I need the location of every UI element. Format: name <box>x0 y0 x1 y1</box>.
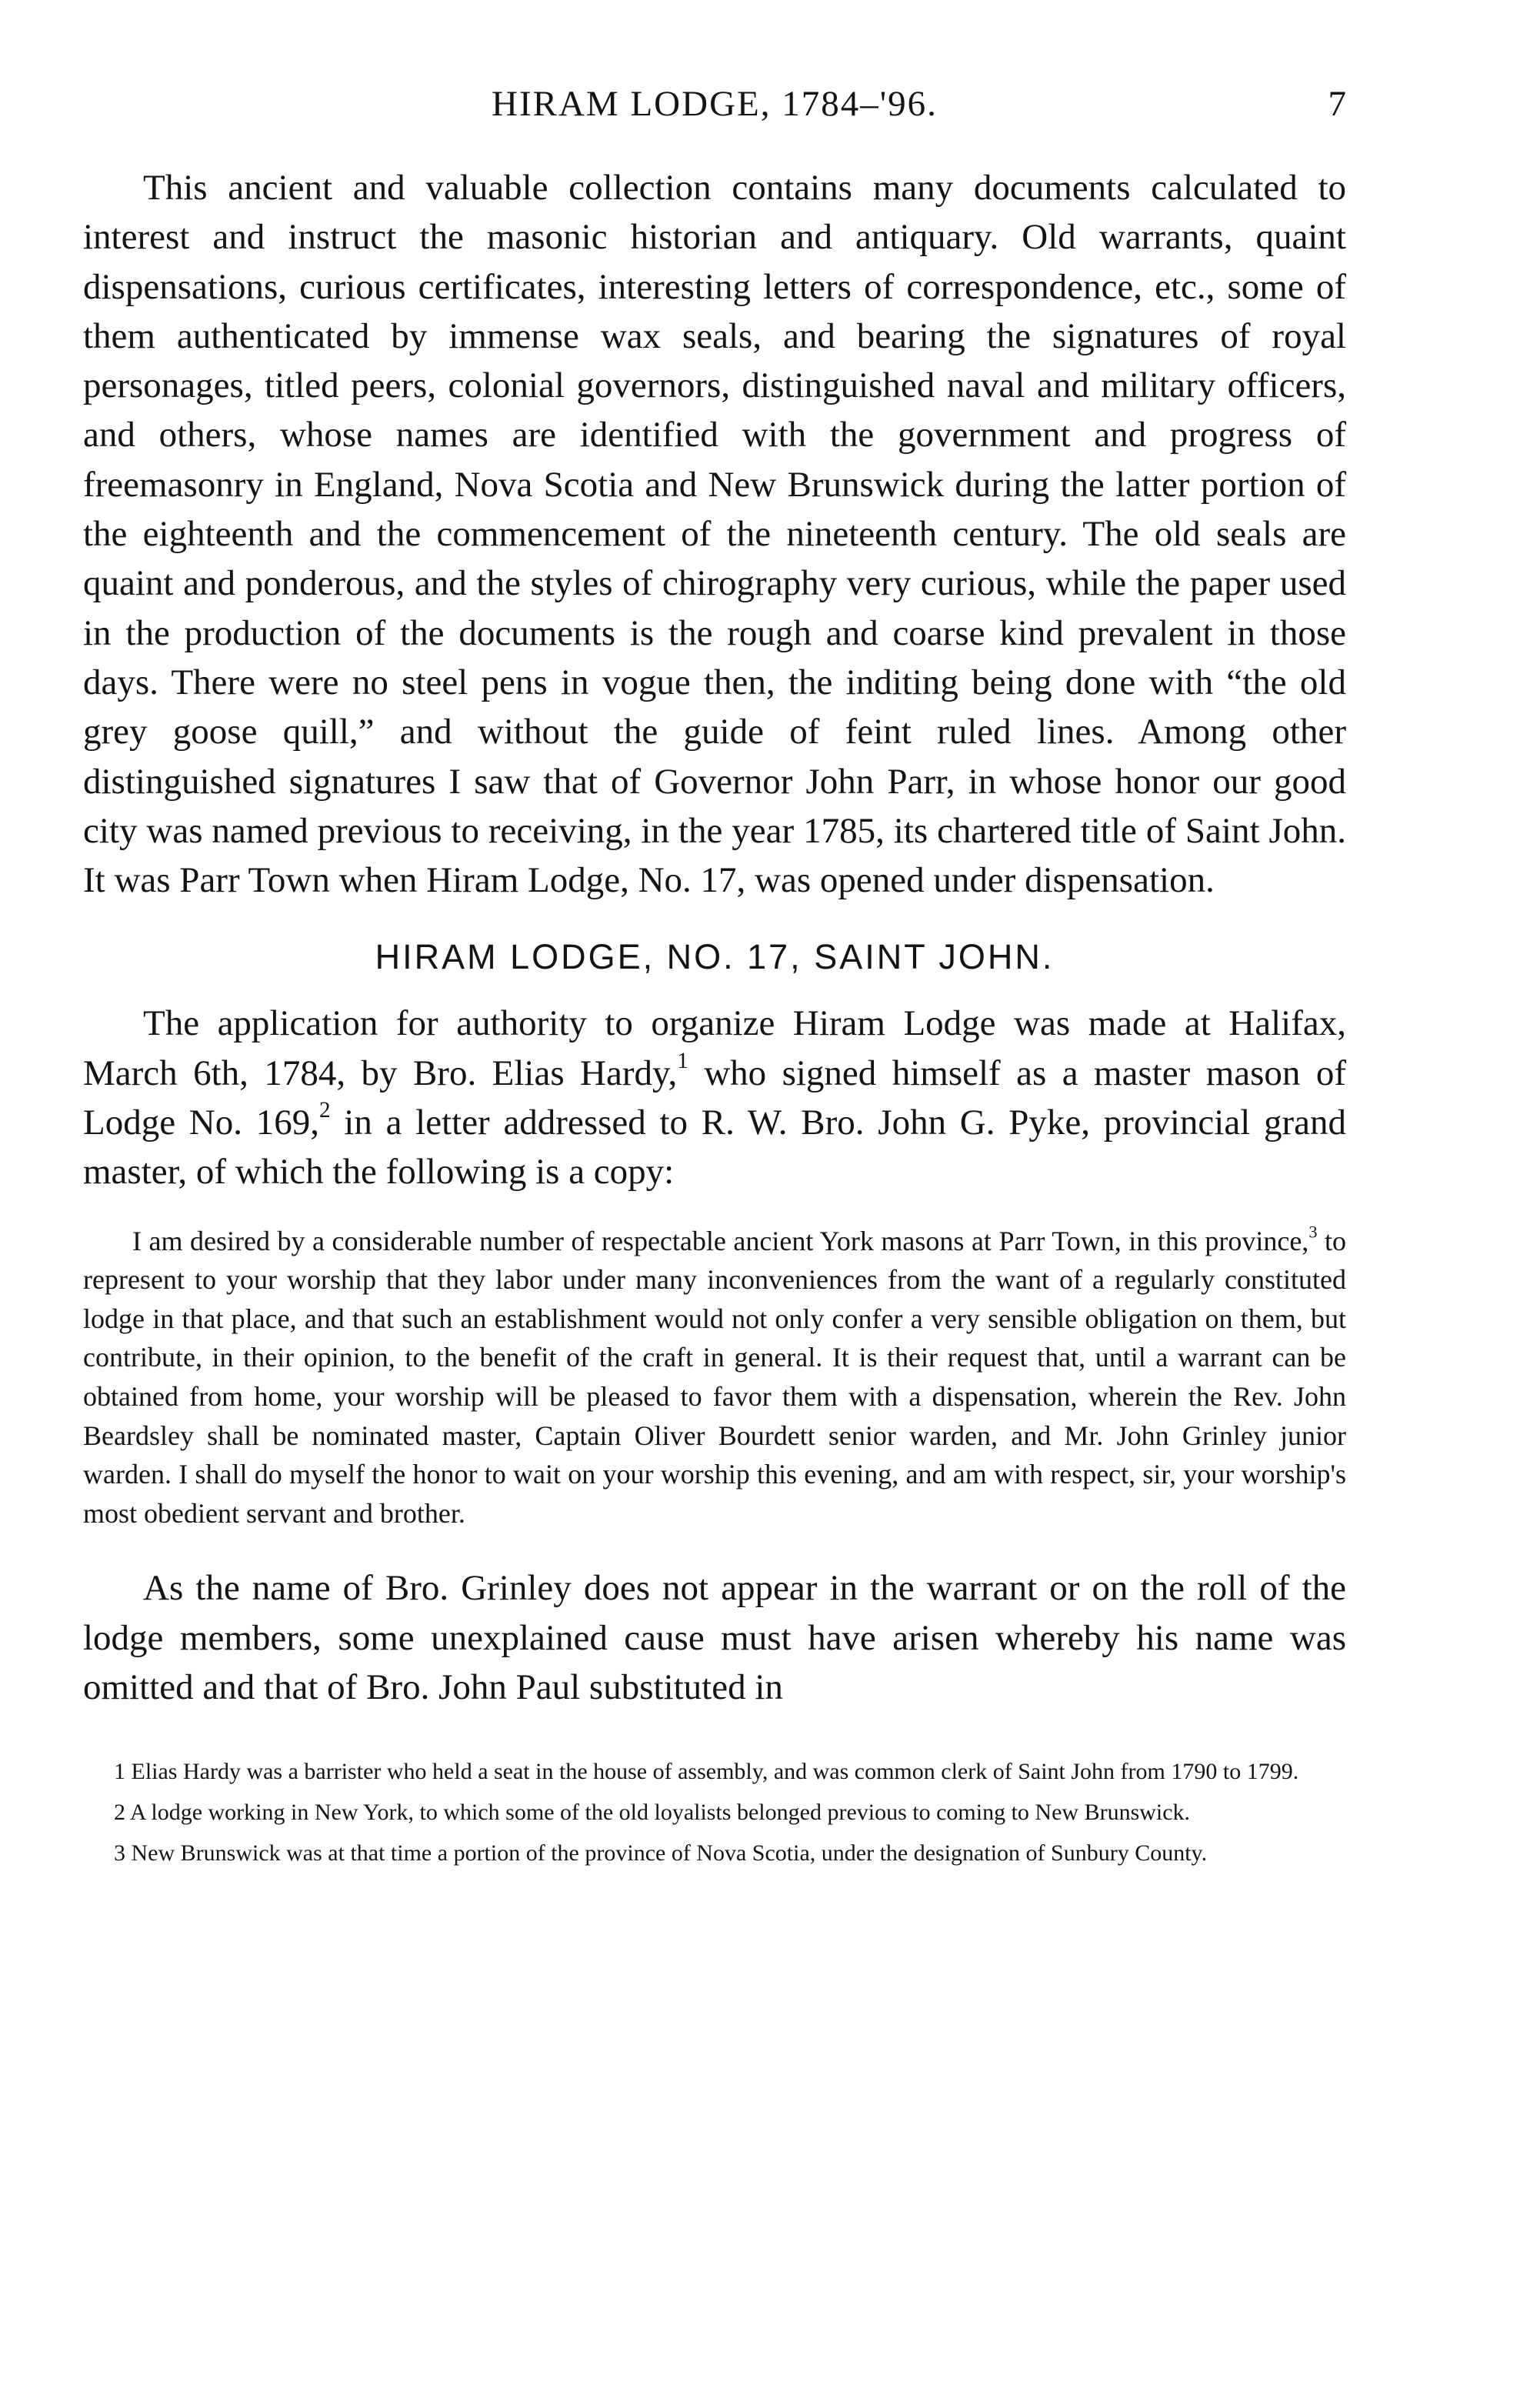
footnote-1-marker: 1 <box>114 1759 125 1785</box>
section-heading: HIRAM LODGE, NO. 17, SAINT JOHN. <box>375 937 1055 977</box>
footnote-2-marker: 2 <box>114 1800 125 1826</box>
footnote-gap <box>83 1712 1346 1755</box>
paragraph-2-text-3: in a letter addressed to R. W. Bro. John G. Pyke, provincial grand master, of which the following is a copy: <box>83 1103 1346 1193</box>
paragraph-2-text-2: who signed himself as a master mason of Lodge No. 169, <box>83 1053 1347 1143</box>
paragraph-2-text-1: The application for authority to organize Hiram Lodge was made at Halifax, March 6th, 1784, by Bro. Elias Hardy, <box>83 1003 1346 1093</box>
footnote-2-text: A lodge working in New York, to which some of the old loyalists belonged previous to coming to New Brunswick. <box>129 1800 1191 1826</box>
footnote-2 <box>83 1796 1346 1829</box>
paragraph-1: This ancient and valuable collection contains many documents calculated to interest and instruct the masonic historian and antiquary. Old warrants, quaint dispensations, curious certificates, interesting letters of correspondence, etc., some of them authenticated by immense wax seals, and bearing the signatures of royal personages, titled peers, colonial governors, distinguished naval and military officers, and others, whose names are identified with the government and progress of freemasonry in England, Nova Scotia and New Brunswick during the latter portion of the eighteenth and the commencement of the nineteenth century. The old seals are quaint and ponderous, and the styles of chirography very curious, while the paper used in the production of the documents is the rough and coarse kind prevalent in those days. There were no steel pens in vogue then, the inditing being done with “the old grey goose quill,” and without the guide of feint ruled lines. Among other distinguished signatures I saw that of Governor John Parr, in whose honor our good city was named previous to receiving, in the year 1785, its chartered title of Saint John. It was Parr Town when Hiram Lodge, No. 17, was opened under dispensation. <box>83 168 1346 901</box>
running-head <box>83 83 1346 129</box>
quoted-letter <box>83 1222 1346 1533</box>
footnote-ref-2: 2 <box>318 1098 331 1123</box>
footnote-3-text: New Brunswick was at that time a portion of the province of Nova Scotia, under the designation of Sunbury County. <box>131 1840 1208 1867</box>
footnote-1-text: Elias Hardy was a barrister who held a seat in the house of assembly, and was common clerk of Saint John from 1790 to 1799. <box>131 1759 1299 1785</box>
footnotes <box>83 1755 1346 1870</box>
footnote-1 <box>83 1755 1346 1788</box>
footnote-3 <box>83 1837 1346 1870</box>
footnote-ref-3: 3 <box>1308 1221 1318 1241</box>
running-title: HIRAM LODGE, 1784–'96. <box>492 84 938 124</box>
page-number: 7 <box>1328 84 1346 124</box>
letter-text-2: to represent to your worship that they labor under many inconveniences from the want of a regularly constituted lodge in that place, and that such an establishment would not only confer a very sensible obligation on them, but contribute, in their opinion, to the benefit of the craft in general. It is their request that, until a warrant can be obtained from home, your worship will be pleased to favor them with a dispensation, wherein the Rev. John Beardsley shall be nominated master, Captain Oliver Bourdett senior warden, and Mr. John Grinley junior warden. I shall do myself the honor to wait on your worship this evening, and am with respect, sir, your worship's most obedient servant and brother. <box>83 1225 1346 1529</box>
letter-text-1: I am desired by a considerable number of respectable ancient York masons at Parr Town, in this province, <box>132 1225 1309 1256</box>
footnote-3-marker: 3 <box>114 1840 125 1867</box>
paragraph-2 <box>83 999 1346 1196</box>
footnote-ref-1: 1 <box>677 1048 688 1073</box>
main-text <box>83 163 1346 1877</box>
paragraph-3: As the name of Bro. Grinley does not appear in the warrant or on the roll of the lodge members, some unexplained cause must have arisen whereby his name was omitted and that of Bro. John Paul substituted in <box>83 1568 1346 1707</box>
